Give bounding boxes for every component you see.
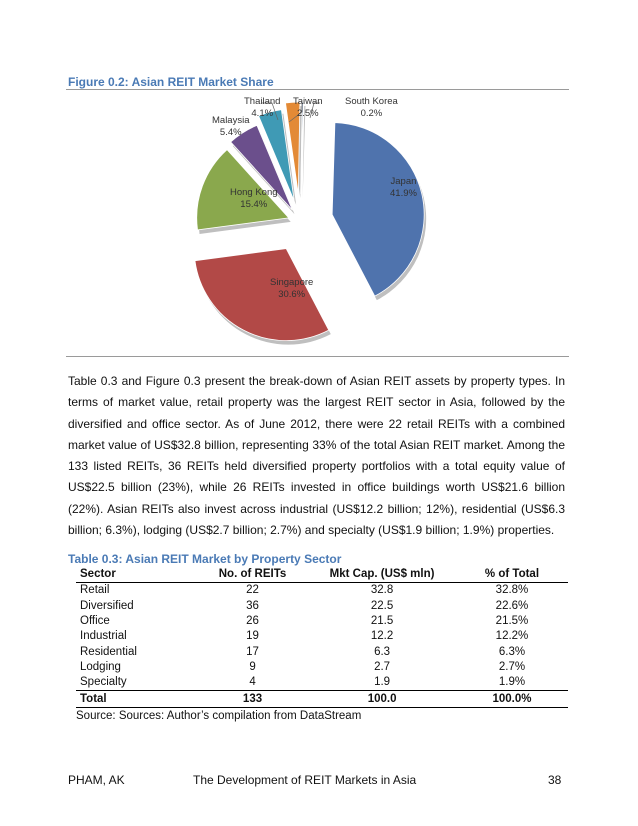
table-cell: 32.8% — [495, 584, 529, 597]
slice-name: Thailand — [244, 96, 281, 107]
table-row — [76, 660, 568, 675]
table-cell: 2.7 — [374, 660, 391, 673]
slice-value: 30.6% — [278, 289, 306, 300]
figure-bottom-rule — [66, 356, 569, 357]
table-row — [76, 629, 568, 644]
table-cell: 12.2 — [370, 630, 394, 643]
header-pct: % of Total — [456, 567, 568, 583]
pie-chart — [0, 0, 638, 360]
table-cell: 19 — [246, 630, 259, 643]
pie-label-singapore — [270, 277, 313, 301]
table-cell: Industrial — [80, 630, 127, 643]
table-cell: 6.3 — [374, 645, 391, 658]
slice-name: Singapore — [270, 277, 314, 288]
slice-name: Malaysia — [212, 115, 250, 126]
table-cell: Specialty — [80, 676, 127, 689]
table-cell: 26 — [246, 615, 259, 628]
table-total-row — [76, 691, 568, 707]
table-cell: 6.3% — [498, 645, 526, 658]
table-cell: Residential — [80, 645, 137, 658]
table-cell: 21.5% — [495, 615, 529, 628]
slice-value: 41.9% — [390, 188, 417, 199]
table-cell: 32.8 — [370, 584, 394, 597]
table-cell: 12.2% — [495, 630, 529, 643]
table-cell: 22.5 — [370, 599, 394, 612]
body-paragraph: Table 0.3 and Figure 0.3 present the break-down of Asian REIT assets by property types. In terms of market value, retail property was the largest REIT sector in Asia, followed by the diversified and office sector. As of June 2012, there were 22 retail REITs with a combined market value of US$32.8 billion, representing 33% of the total Asian REIT market. Among the 133 listed REITs, 36 REITs held diversified property portfolios with a total equity value of US$22.5 billion (23%), while 26 REITs invested in office buildings worth US$21.6 billion (22%). Asian REITs also invest across industrial (US$12.2 billion; 12%), residential (US$6.3 billion; 6.3%), lodging (US$2.7 billion; 2.7%) and specialty (US$1.9 billion; 1.9%) properties. — [68, 374, 565, 538]
table-row — [76, 675, 568, 691]
header-sector: Sector — [76, 567, 197, 583]
table-total-cell: 100.0% — [456, 691, 568, 707]
table-total-cell: 133 — [197, 691, 308, 707]
header-mktcap: Mkt Cap. (US$ mln) — [308, 567, 456, 583]
table-cell: 22.6% — [495, 599, 529, 612]
header-count: No. of REITs — [197, 567, 308, 583]
slice-name: Japan — [390, 176, 417, 187]
table-cell: Retail — [80, 584, 110, 597]
footer-page-number: 38 — [548, 773, 562, 787]
table-cell: Diversified — [80, 599, 134, 612]
sector-table — [76, 567, 568, 708]
slice-value: 0.2% — [360, 108, 383, 119]
table-cell: 36 — [246, 599, 259, 612]
table-cell: 4 — [249, 676, 256, 689]
table-cell: 21.5 — [370, 615, 394, 628]
table-title: Table 0.3: Asian REIT Market by Property Sector — [68, 552, 342, 566]
table-cell: Lodging — [80, 660, 121, 673]
figure-title: Figure 0.2: Asian REIT Market Share — [68, 75, 274, 89]
table-cell: 2.7% — [498, 660, 526, 673]
table-source: Source: Sources: Author’s compilation from DataStream — [76, 710, 362, 722]
table-cell: 9 — [249, 660, 256, 673]
footer-title: The Development of REIT Markets in Asia — [193, 773, 417, 787]
footer-author: PHAM, AK — [68, 773, 125, 787]
table-cell: 1.9% — [498, 676, 526, 689]
pie-label-taiwan — [293, 96, 323, 120]
table-row — [76, 614, 568, 629]
table-total-cell: Total — [76, 691, 197, 707]
table-header-row — [76, 567, 568, 583]
table-cell: Office — [80, 615, 110, 628]
pie-label-south-korea — [345, 96, 398, 120]
table-row — [76, 644, 568, 659]
table-row — [76, 583, 568, 599]
slice-value: 5.4% — [219, 127, 242, 138]
slice-value: 4.1% — [251, 108, 274, 119]
table-total-cell: 100.0 — [308, 691, 456, 707]
table-cell: 17 — [246, 645, 259, 658]
table-row — [76, 599, 568, 614]
slice-name: Taiwan — [293, 96, 323, 107]
slice-name: Hong Kong — [230, 187, 278, 198]
pie-label-thailand — [244, 96, 280, 120]
table-cell: 1.9 — [374, 676, 391, 689]
pie-label-hong-kong — [230, 187, 278, 211]
pie-label-japan — [390, 176, 417, 200]
slice-value: 15.4% — [240, 199, 268, 210]
slice-value: 2.5% — [296, 108, 319, 119]
slice-name: South Korea — [345, 96, 398, 107]
table-cell: 22 — [246, 584, 259, 597]
